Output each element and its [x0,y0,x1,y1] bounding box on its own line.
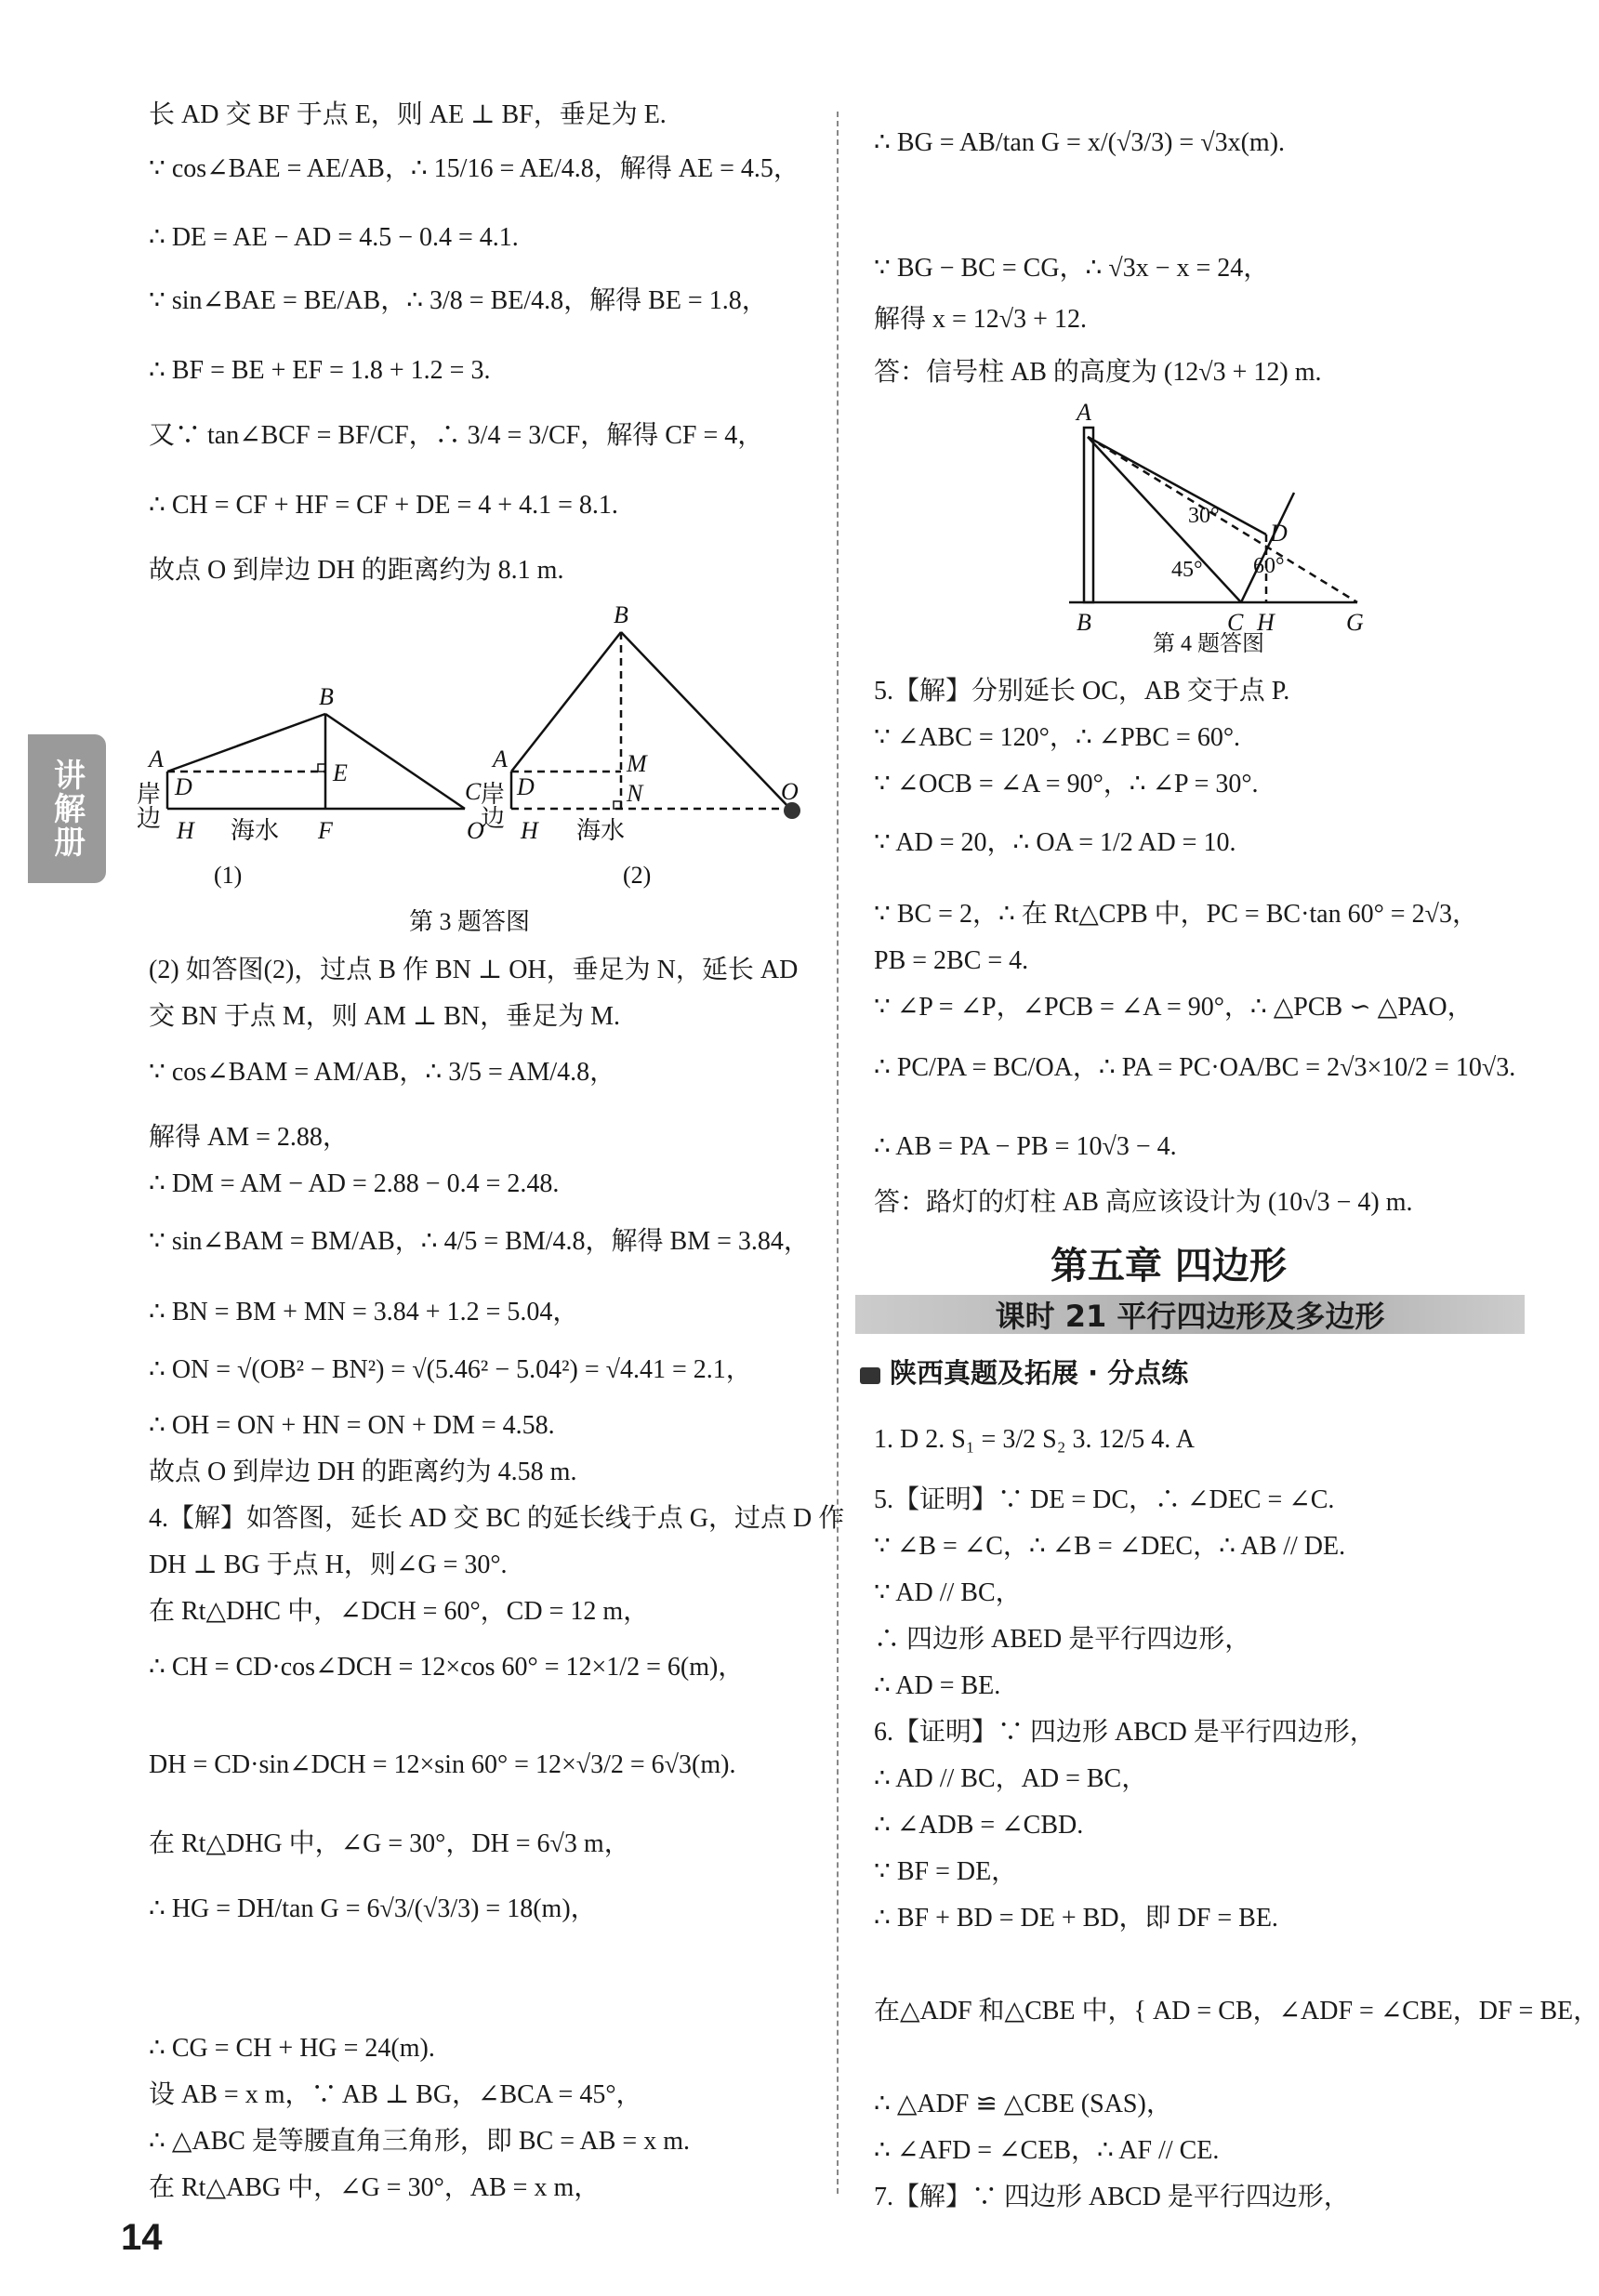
fig4-caption: 第 4 题答图 [1153,632,1264,656]
side-tab-label: 讲解册 [47,759,86,859]
fig3-label-O: O [467,817,484,844]
fig3-2-label-O: O [781,778,799,805]
right-lines-16: ∵ ∠B = ∠C，∴ ∠B = ∠DEC，∴ AB // DE. [874,1532,1346,1561]
left-lines-24: ∴ HG = DH/tan G = 6√3/(√3/3) = 18(m)， [149,1894,597,1923]
fig3-2-label-A: A [493,746,508,772]
left-lines-1: ∵ cos∠BAE = AE/AB，∴ 15/16 = AE/4.8，解得 AE = 4.5， [149,154,800,183]
left-lines-13: ∵ sin∠BAM = BM/AB，∴ 4/5 = BM/4.8，解得 BM = 3.84， [149,1227,810,1256]
fig3-sea-2: 海水 [576,817,626,844]
figure-3 [133,601,818,957]
book-icon [860,1367,880,1384]
fig4-angle-30: 30° [1188,504,1220,528]
right-lines-17: ∵ AD // BC， [874,1578,1022,1607]
fig3-2-label-D: D [517,773,535,800]
fig3-label-H: H [177,817,194,844]
right-lines-4: 5.【解】分别延长 OC，AB 交于点 P. [874,677,1290,706]
left-lines-27: ∴ △ABC 是等腰直角三角形，即 BC = AB = x m. [149,2127,690,2156]
side-tab [28,734,106,883]
left-lines-5: 又∵ tan∠BCF = BF/CF，∴ 3/4 = 3/CF，解得 CF = 4， [149,421,764,450]
fig3-sub1: (1) [214,862,243,889]
left-lines-26: 设 AB = x m，∵ AB ⊥ BG，∠BCA = 45°， [149,2080,642,2109]
fig3-2-label-M: M [627,750,647,777]
right-lines-18: ∴ 四边形 ABED 是平行四边形， [874,1625,1251,1654]
right-lines-1: ∵ BG − BC = CG，∴ √3x − x = 24， [874,254,1270,283]
fig3-2-label-B: B [614,601,628,628]
right-lines-0: ∴ BG = AB/tan G = x/(√3/3) = √3x(m). [874,128,1286,157]
fig3-label-F: F [318,817,333,844]
right-lines-22: ∴ ∠ADB = ∠CBD. [874,1811,1084,1840]
right-lines-8: ∵ BC = 2，∴ 在 Rt△CPB 中，PC = BC·tan 60° = 2√3， [874,900,1478,929]
column-divider [837,112,839,2194]
fig3-2-label-H: H [521,817,538,844]
fig3-shore-1: 岸边 [133,781,161,829]
page-number: 14 [121,2217,163,2258]
fig4-label-C: C [1227,609,1244,636]
fig4-label-D: D [1270,520,1288,547]
figure-4 [1051,400,1385,660]
left-lines-11: 解得 AM = 2.88， [149,1123,349,1152]
right-lines-13: 答：路灯的灯柱 AB 高应该设计为 (10√3 − 4) m. [874,1188,1413,1217]
left-lines-14: ∴ BN = BM + MN = 3.84 + 1.2 = 5.04， [149,1298,579,1326]
fig3-label-B: B [319,683,334,710]
right-lines-28: 7.【解】∵ 四边形 ABCD 是平行四边形， [874,2183,1350,2211]
fig4-label-B: B [1077,609,1091,636]
left-lines-8: (2) 如答图(2)，过点 B 作 BN ⊥ OH，垂足为 N，延长 AD [149,956,799,984]
right-lines-20: 6.【证明】∵ 四边形 ABCD 是平行四边形， [874,1718,1376,1747]
left-lines-18: 4.【解】如答图，延长 AD 交 BC 的延长线于点 G，过点 D 作 [149,1504,845,1533]
fig3-label-C: C [465,778,482,805]
fig4-angle-60: 60° [1253,554,1285,578]
right-lines-5: ∵ ∠ABC = 120°，∴ ∠PBC = 60°. [874,723,1241,752]
left-lines-4: ∴ BF = BE + EF = 1.8 + 1.2 = 3. [149,356,491,385]
section-title: 陕西真题及拓展 · 分点练 [890,1357,1189,1389]
right-lines-10: ∵ ∠P = ∠P，∠PCB = ∠A = 90°，∴ △PCB ∽ △PAO， [874,993,1473,1022]
left-lines-25: ∴ CG = CH + HG = 24(m). [149,2034,435,2063]
fig3-2-label-N: N [627,780,643,807]
lesson-bar [855,1295,1525,1334]
right-lines-14: 1. D 2. S₁ = 3/2 S₂ 3. 12/5 4. A [874,1425,1195,1454]
chapter-title: 第五章 四边形 [1051,1245,1287,1287]
left-lines-21: ∴ CH = CD·cos∠DCH = 12×cos 60° = 12×1/2 = 6(m)， [149,1653,745,1682]
left-lines-7: 故点 O 到岸边 DH 的距离约为 8.1 m. [149,556,564,585]
left-lines-22: DH = CD·sin∠DCH = 12×sin 60° = 12×√3/2 = 6√3(m). [149,1750,736,1779]
fig3-sea-1: 海水 [231,817,280,844]
left-lines-15: ∴ ON = √(OB² − BN²) = √(5.46² − 5.04²) = √4.41 = 2.1， [149,1355,752,1384]
right-lines-27: ∴ ∠AFD = ∠CEB，∴ AF // CE. [874,2136,1220,2165]
left-lines-20: 在 Rt△DHC 中，∠DCH = 60°，CD = 12 m， [149,1597,650,1626]
right-lines-21: ∴ AD // BC，AD = BC， [874,1764,1148,1793]
fig3-label-A: A [149,746,164,772]
left-lines-0: 长 AD 交 BF 于点 E，则 AE ⊥ BF，垂足为 E. [149,100,667,129]
fig3-label-D: D [175,773,192,800]
left-lines-17: 故点 O 到岸边 DH 的距离约为 4.58 m. [149,1458,577,1486]
right-lines-2: 解得 x = 12√3 + 12. [874,305,1087,334]
left-lines-3: ∵ sin∠BAE = BE/AB，∴ 3/8 = BE/4.8，解得 BE = 1.8， [149,286,768,315]
left-lines-23: 在 Rt△DHG 中，∠G = 30°，DH = 6√3 m， [149,1829,630,1858]
right-lines-15: 5.【证明】∵ DE = DC，∴ ∠DEC = ∠C. [874,1485,1335,1514]
right-lines-9: PB = 2BC = 4. [874,946,1029,975]
right-lines-24: ∴ BF + BD = DE + BD，即 DF = BE. [874,1904,1278,1933]
left-lines-16: ∴ OH = ON + HN = ON + DM = 4.58. [149,1411,555,1440]
fig3-caption: 第 3 题答图 [409,908,531,935]
fig4-angle-45: 45° [1171,558,1203,582]
fig3-label-E: E [333,759,348,786]
right-lines-6: ∵ ∠OCB = ∠A = 90°，∴ ∠P = 30°. [874,770,1259,798]
right-lines-7: ∵ AD = 20，∴ OA = 1/2 AD = 10. [874,828,1236,857]
section-heading [860,1353,1188,1391]
left-lines-28: 在 Rt△ABG 中，∠G = 30°，AB = x m， [149,2173,601,2202]
left-lines-2: ∴ DE = AE − AD = 4.5 − 0.4 = 4.1. [149,223,519,252]
left-lines-10: ∵ cos∠BAM = AM/AB，∴ 3/5 = AM/4.8， [149,1058,616,1087]
fig4-label-A: A [1077,399,1091,426]
right-lines-23: ∵ BF = DE， [874,1857,1018,1886]
right-lines-3: 答：信号柱 AB 的高度为 (12√3 + 12) m. [874,358,1322,387]
fig3-shore-2: 岸边 [477,781,505,829]
fig3-sub2: (2) [623,862,652,889]
right-lines-12: ∴ AB = PA − PB = 10√3 − 4. [874,1132,1177,1161]
right-lines-26: ∴ △ADF ≌ △CBE (SAS)， [874,2090,1172,2118]
right-lines-25: 在△ADF 和△CBE 中，{ AD = CB，∠ADF = ∠CBE，DF = BE， [874,1997,1599,2025]
left-lines-12: ∴ DM = AM − AD = 2.88 − 0.4 = 2.48. [149,1169,560,1198]
fig4-label-G: G [1346,609,1364,636]
left-lines-6: ∴ CH = CF + HF = CF + DE = 4 + 4.1 = 8.1. [149,491,618,520]
left-lines-9: 交 BN 于点 M，则 AM ⊥ BN，垂足为 M. [149,1002,621,1031]
right-lines-11: ∴ PC/PA = BC/OA，∴ PA = PC·OA/BC = 2√3×10/2 = 10√3. [874,1053,1516,1082]
fig4-label-H: H [1257,609,1275,636]
left-lines-19: DH ⊥ BG 于点 H，则∠G = 30°. [149,1550,508,1579]
lesson-title: 课时 21 平行四边形及多边形 [995,1299,1385,1334]
right-lines-19: ∴ AD = BE. [874,1671,1001,1700]
